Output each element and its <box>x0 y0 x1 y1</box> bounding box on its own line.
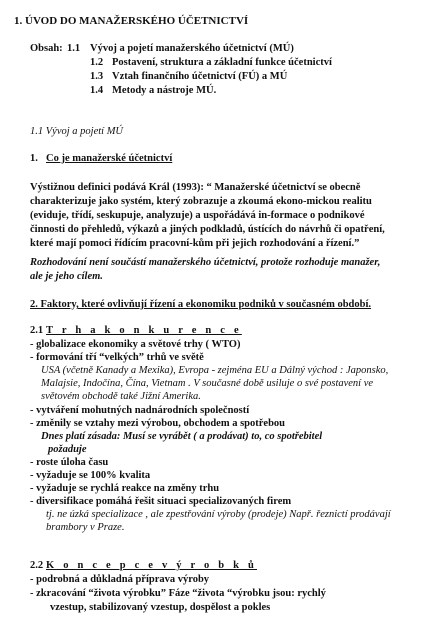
list-item: tj. ne úzká specializace , ale zpestřování výroby (prodeje) Např. řeznictí prodávají <box>46 509 391 521</box>
list-item: světovém obchodě také Jižní Amerika. <box>41 391 201 403</box>
page-title: 1. ÚVOD DO MANAŽERSKÉHO ÚČETNICTVÍ <box>14 15 249 27</box>
list-item: brambory v Praze. <box>46 522 125 534</box>
definition-line: Výstižnou definici podává Král (1993): “ Manažerské účetnictví se obecně <box>30 182 361 193</box>
list-item: - formování tří “velkých” trhů ve světě <box>30 352 204 364</box>
list-item: USA (včetně Kanady a Mexika), Evropa - zejména EU a Dálný východ : Japonsko, <box>41 365 389 377</box>
toc-item-4-text: Metody a nástroje MÚ. <box>112 85 217 96</box>
definition-line: (eviduje, třídí, seskupuje, analyzuje) a uspořádává in-formace o podnikové <box>30 210 365 221</box>
list-item: Malajsie, Indočína, Čína, Vietnam . V současné době usiluje o své postavení ve <box>41 378 374 390</box>
section-2-1-number: 2.1 <box>30 325 44 336</box>
list-item: - změnily se vztahy mezi výrobou, obchodem a spotřebou <box>30 417 285 429</box>
section-2-heading: 2. Faktory, které ovlivňují řízení a ekonomiku podniků v současném období. <box>30 299 372 310</box>
question-1-title: Co je manažerské účetnictví <box>46 153 173 164</box>
definition-line: které mají pomoci řídícím pracovní-kům při jejich rozhodování a řízení.” <box>30 238 360 249</box>
list-item: - podrobná a důkladná příprava výroby <box>30 574 210 585</box>
section-2-1-title: T r h a k o n k u r e n c e <box>46 325 242 336</box>
list-item: - vyžaduje se rychlá reakce na změny trhu <box>30 483 220 495</box>
list-item: - roste úloha času <box>30 456 109 468</box>
question-1-number: 1. <box>30 153 38 164</box>
section-1-1-heading: 1.1 Vývoj a pojetí MÚ <box>30 126 124 137</box>
list-item: - diversifikace pomáhá řešit situaci specializovaných firem <box>30 496 292 508</box>
list-item: - vytváření mohutných nadnárodních společností <box>30 404 250 416</box>
note-line: Rozhodování není součástí manažerského účetnictví, protože rozhoduje manažer, <box>30 257 381 268</box>
list-item: Dnes platí zásada: Musí se vyrábět ( a prodávat) to, co spotřebitel <box>41 430 323 442</box>
list-item: - globalizace ekonomiky a světové trhy ( WTO) <box>30 339 241 350</box>
definition-line: činnosti do přehledů, výkazů a jiných podkladů, ústících do návrhů či opatření, <box>30 224 385 235</box>
toc-label: Obsah: <box>30 43 63 54</box>
toc-item-2-text: Postavení, struktura a základní funkce účetnictví <box>112 57 332 68</box>
toc-item-3-text: Vztah finančního účetnictví (FÚ) a MÚ <box>112 71 288 82</box>
section-2-2-number: 2.2 <box>30 560 44 571</box>
toc-item-1-number: 1.1 <box>67 43 81 54</box>
definition-line: charakterizuje jako systém, který zobrazuje a zkoumá ekono-mickou realitu <box>30 196 372 207</box>
toc-item-4-number: 1.4 <box>90 85 104 96</box>
toc-item-2-number: 1.2 <box>90 57 104 68</box>
toc-item-1-text: Vývoj a pojetí manažerského účetnictví (MÚ) <box>90 43 294 54</box>
list-item: vzestup, stabilizovaný vzestup, dospělost a pokles <box>50 602 271 613</box>
toc-item-3-number: 1.3 <box>90 71 104 82</box>
list-item: - vyžaduje se 100% kvalita <box>30 470 151 481</box>
list-item: - zkracování “života výrobku” Fáze “života “výrobku jsou: rychlý <box>30 588 326 599</box>
note-line: ale je jeho cílem. <box>30 271 103 282</box>
list-item: požaduje <box>48 443 87 455</box>
section-2-2-title: K o n c e p c e v ý r o b k ů <box>46 560 258 571</box>
